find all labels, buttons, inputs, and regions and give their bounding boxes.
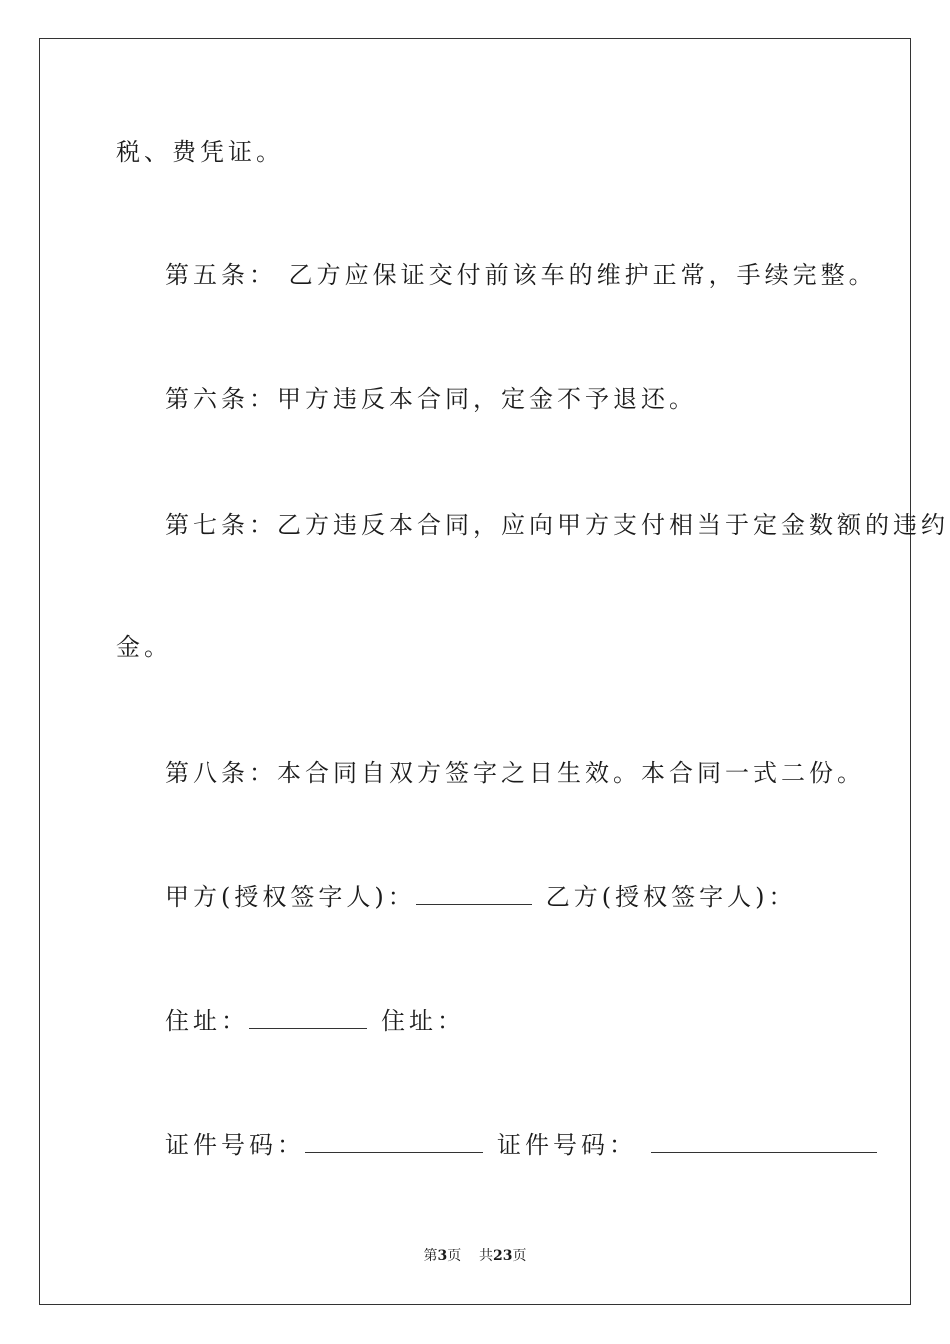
- id-a-label: 证件号码：: [165, 1131, 305, 1159]
- total-pages: 23: [493, 1248, 513, 1264]
- address-b-label: 住址：: [381, 1007, 465, 1035]
- address-a-blank: [249, 1006, 367, 1029]
- page-footer: [0, 1247, 950, 1265]
- total-prefix: 共: [479, 1248, 494, 1264]
- signature-id-row: [165, 1130, 877, 1160]
- paragraph-continuation: 税、费凭证。: [116, 138, 284, 166]
- article-7-continuation: 金。: [116, 633, 172, 661]
- signature-party-row: [165, 882, 796, 912]
- page-frame: [39, 38, 911, 1305]
- signature-address-row: [165, 1006, 465, 1036]
- page-prefix: 第: [423, 1248, 438, 1264]
- id-a-blank: [305, 1130, 483, 1153]
- id-b-blank: [651, 1130, 877, 1153]
- article-6: 第六条：甲方违反本合同，定金不予退还。: [165, 385, 697, 413]
- page-current: 3: [437, 1248, 448, 1264]
- article-8: 第八条：本合同自双方签字之日生效。本合同一式二份。: [165, 759, 865, 787]
- party-a-label: 甲方(授权签字人)：: [165, 883, 416, 911]
- article-5: 第五条： 乙方应保证交付前该车的维护正常，手续完整。: [165, 261, 877, 289]
- total-suffix: 页: [512, 1248, 527, 1264]
- article-7: 第七条：乙方违反本合同，应向甲方支付相当于定金数额的违约: [165, 511, 949, 539]
- page-suffix: 页: [447, 1248, 462, 1264]
- id-b-label: 证件号码：: [497, 1131, 637, 1159]
- party-b-label: 乙方(授权签字人)：: [545, 883, 797, 911]
- party-a-signature-blank: [416, 882, 532, 905]
- address-a-label: 住址：: [165, 1007, 249, 1035]
